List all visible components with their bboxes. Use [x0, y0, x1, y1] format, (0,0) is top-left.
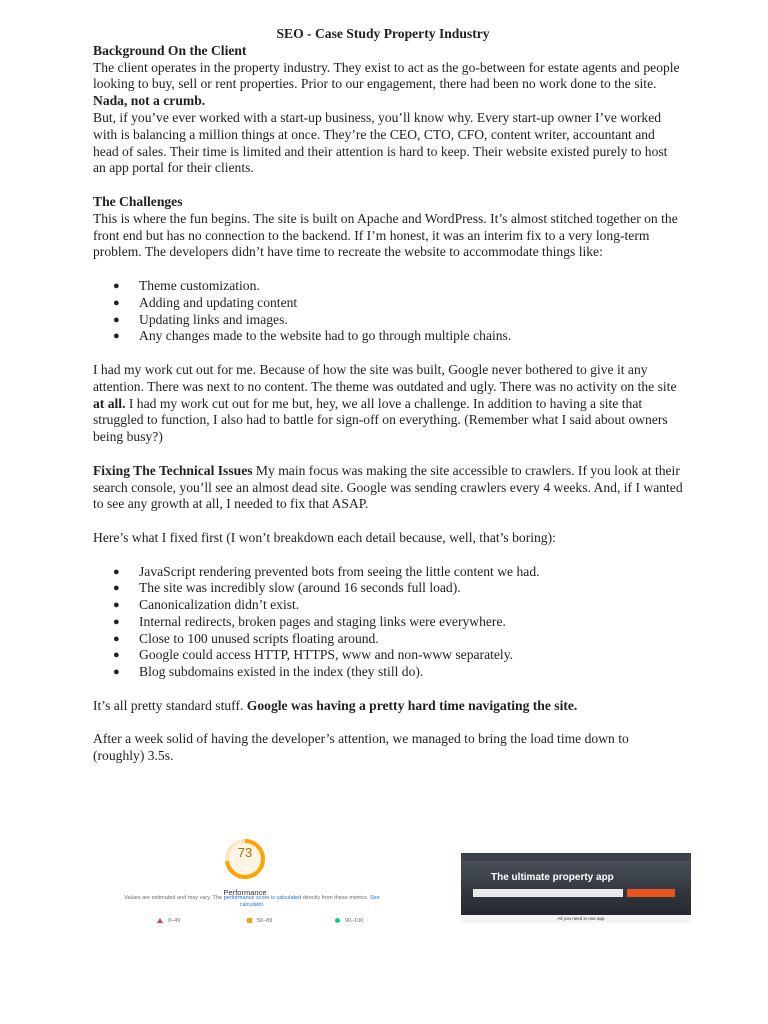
- background-paragraph-1: The client operates in the property industry. They exist to act as the go-between for estate agents and people looking to buy, sell or rent properties. Prior to our engagement, there had been no work done to the site.: [93, 59, 680, 92]
- list-item: ● Close to 100 unused scripts floating around.: [113, 630, 379, 646]
- circle-icon: [335, 918, 340, 923]
- property-app-screenshot: [461, 853, 691, 923]
- triangle-icon: [157, 918, 163, 923]
- list-item: ● Updating links and images.: [113, 311, 288, 327]
- bullet-icon: ●: [113, 296, 120, 309]
- performance-score-image: [93, 833, 411, 925]
- list-item: ● JavaScript rendering prevented bots from seeing the little content we had.: [113, 563, 540, 579]
- app-topbar: [461, 853, 691, 861]
- challenges-list: [93, 278, 683, 345]
- bullet-icon: ●: [113, 649, 120, 662]
- list-item: ● Blog subdomains existed in the index (they still do).: [113, 664, 424, 680]
- list-item: ● Internal redirects, broken pages and staging links were everywhere.: [113, 613, 506, 629]
- technical-heading: Fixing The Technical Issues: [93, 462, 253, 478]
- list-item: ● Any changes made to the website had to go through multiple chains.: [113, 328, 512, 344]
- bullet-icon: ●: [113, 279, 120, 292]
- list-item: ● Google could access HTTP, HTTPS, www and non-www separately.: [113, 647, 513, 663]
- bullet-icon: ●: [113, 632, 120, 645]
- result-paragraph: After a week solid of having the developer’s attention, we managed to bring the load time down to (roughly) 3.5s.: [93, 731, 629, 764]
- challenges-heading: The Challenges: [93, 193, 183, 209]
- standard-stuff-paragraph: It’s all pretty standard stuff. Google was having a pretty hard time navigating the site.: [93, 697, 578, 713]
- document-title: SEO - Case Study Property Industry: [276, 26, 490, 41]
- fixes-intro: Here’s what I fixed first (I won’t breakdown each detail because, well, that’s boring):: [93, 529, 556, 545]
- background-bold-line: Nada, not a crumb.: [93, 93, 206, 109]
- calculator-link[interactable]: See calculator.: [239, 895, 380, 908]
- list-item: ● The site was incredibly slow (around 16 seconds full load).: [113, 580, 461, 596]
- app-subtext: All you need in one app: [557, 916, 605, 921]
- bullet-icon: ●: [113, 313, 120, 326]
- app-headline: The ultimate property app: [491, 872, 614, 883]
- legend-fail: 0–49: [157, 913, 180, 930]
- challenges-followup-paragraph: I had my work cut out for me. Because of how the site was built, Google never bothered to give it any attention. There was next to no content. The theme was outdated and ugly. There was no activity on the site at all. I had my work cut out for me but, hey, we all love a challenge. In addition to having a site that struggled to function, I also had to battle for sign-off on everything. (Remember what I said about owners being busy?): [93, 361, 677, 445]
- list-item: ● Canonicalization didn’t exist.: [113, 597, 300, 613]
- bullet-icon: ●: [113, 330, 120, 343]
- bullet-icon: ●: [113, 666, 120, 679]
- bullet-icon: ●: [113, 582, 120, 595]
- list-item: ● Adding and updating content: [113, 294, 298, 310]
- performance-score: 73: [237, 845, 253, 860]
- bullet-icon: ●: [113, 565, 120, 578]
- document-page: [93, 26, 683, 765]
- technical-paragraph: Fixing The Technical Issues My main focus was making the site accessible to crawlers. If you look at their search console, you’ll see an almost dead site. Google was sending crawlers every 4 weeks. And, if I wanted to see any growth at all, I needed to fix that ASAP.: [93, 462, 683, 512]
- app-cta-button: [627, 889, 675, 897]
- fixes-list: [93, 564, 683, 682]
- background-paragraph-2: But, if you’ve ever worked with a start-up business, you’ll know why. Every start-up owner I’ve worked with is balancing a million things at once. They’re the CEO, CTO, CFO, content writer, accountant and head of sales. Their time is limited and their attention is hard to keep. Their website existed purely to host an app portal for their clients.: [93, 109, 668, 176]
- performance-label: Performance: [223, 888, 267, 897]
- list-item: ● Theme customization.: [113, 277, 260, 293]
- score-legend: [157, 913, 397, 923]
- square-icon: [247, 918, 252, 923]
- app-search-input: [473, 889, 623, 897]
- bullet-icon: ●: [113, 615, 120, 628]
- embedded-images: [93, 833, 715, 925]
- performance-note: Values are estimated and may vary. The performance score is calculated directly from these metrics. See calculator.: [124, 895, 380, 908]
- background-heading: Background On the Client: [93, 42, 247, 58]
- bullet-icon: ●: [113, 599, 120, 612]
- challenges-paragraph: This is where the fun begins. The site is built on Apache and WordPress. It’s almost stitched together on the front end but has no connection to the backend. If I’m honest, it was an interim fix to a very long-term problem. The developers didn’t have time to recreate the website to accommodate things like:: [93, 210, 678, 260]
- legend-average: 50–89: [247, 913, 272, 930]
- score-link[interactable]: performance score is calculated: [223, 895, 302, 901]
- legend-pass: 90–100: [335, 913, 363, 930]
